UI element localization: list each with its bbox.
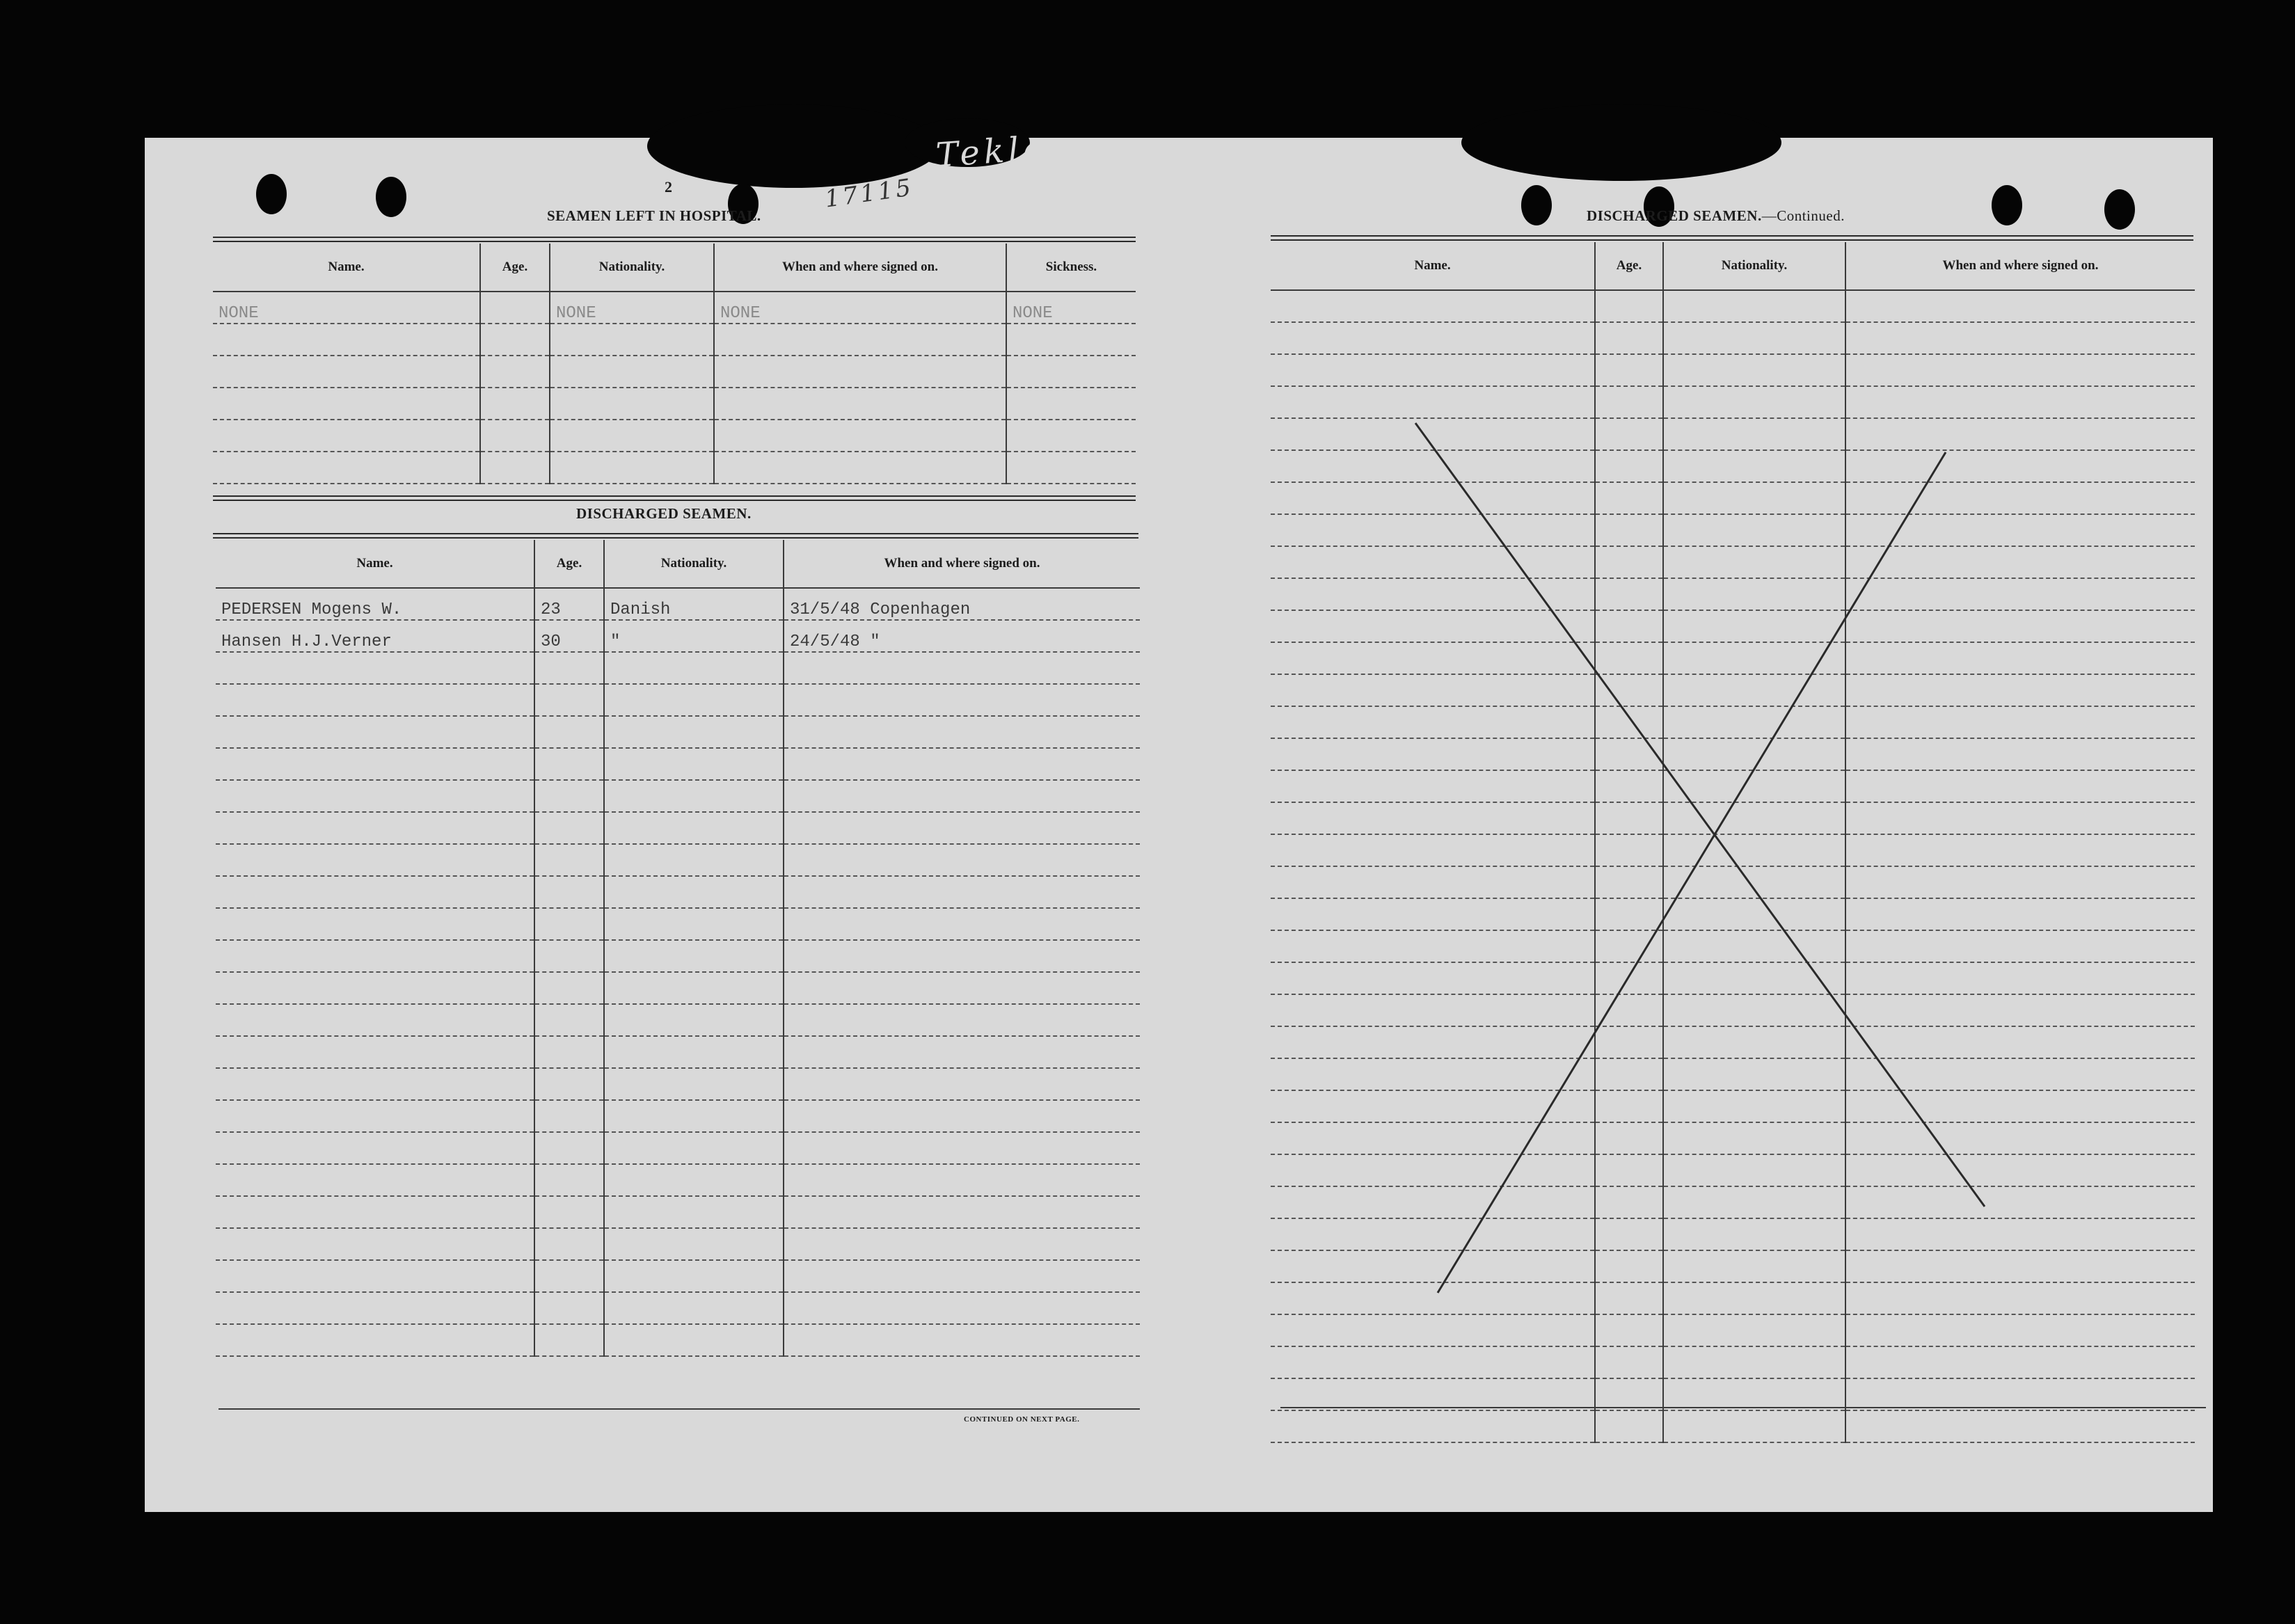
table-cell: NONE	[714, 292, 1006, 324]
cross-stroke	[1438, 452, 1946, 1293]
table-cell: 30	[534, 620, 604, 652]
column-header: Sickness.	[1006, 244, 1136, 292]
table-cell: NONE	[1006, 292, 1136, 324]
handwritten-number: 17115	[823, 173, 916, 214]
continued-suffix: —Continued.	[1761, 207, 1845, 224]
continued-section-title-text: DISCHARGED SEAMEN.	[1587, 207, 1762, 224]
table-cell: 24/5/48 "	[784, 620, 1140, 652]
page-number: 2	[665, 178, 672, 196]
column-header: Name.	[1271, 242, 1595, 290]
column-header: Age.	[480, 244, 550, 292]
column-header: When and where signed on.	[714, 244, 1006, 292]
table-cell: PEDERSEN Mogens W.	[216, 588, 534, 620]
column-header: When and where signed on.	[784, 540, 1140, 588]
continued-note: CONTINUED ON NEXT PAGE.	[964, 1415, 1080, 1424]
column-header: Nationality.	[1663, 242, 1845, 290]
table-cell: NONE	[550, 292, 714, 324]
table-cell: 23	[534, 588, 604, 620]
column-header: Nationality.	[604, 540, 784, 588]
hospital-section-title: SEAMEN LEFT IN HOSPITAL.	[547, 207, 761, 224]
table-cell: NONE	[213, 292, 480, 324]
column-header: Age.	[534, 540, 604, 588]
column-header: Age.	[1595, 242, 1663, 290]
column-header: Nationality.	[550, 244, 714, 292]
discharged-section-title: DISCHARGED SEAMEN.	[576, 505, 752, 522]
table-cell: Danish	[604, 588, 784, 620]
table-cell: Hansen H.J.Verner	[216, 620, 534, 652]
cross-stroke	[1415, 423, 1985, 1207]
table-cell: 31/5/48 Copenhagen	[784, 588, 1140, 620]
column-header: Name.	[216, 540, 534, 588]
table-cell: "	[604, 620, 784, 652]
column-header: Name.	[213, 244, 480, 292]
handwritten-ship-name: Tekla	[935, 128, 1049, 175]
column-header: When and where signed on.	[1845, 242, 2195, 290]
